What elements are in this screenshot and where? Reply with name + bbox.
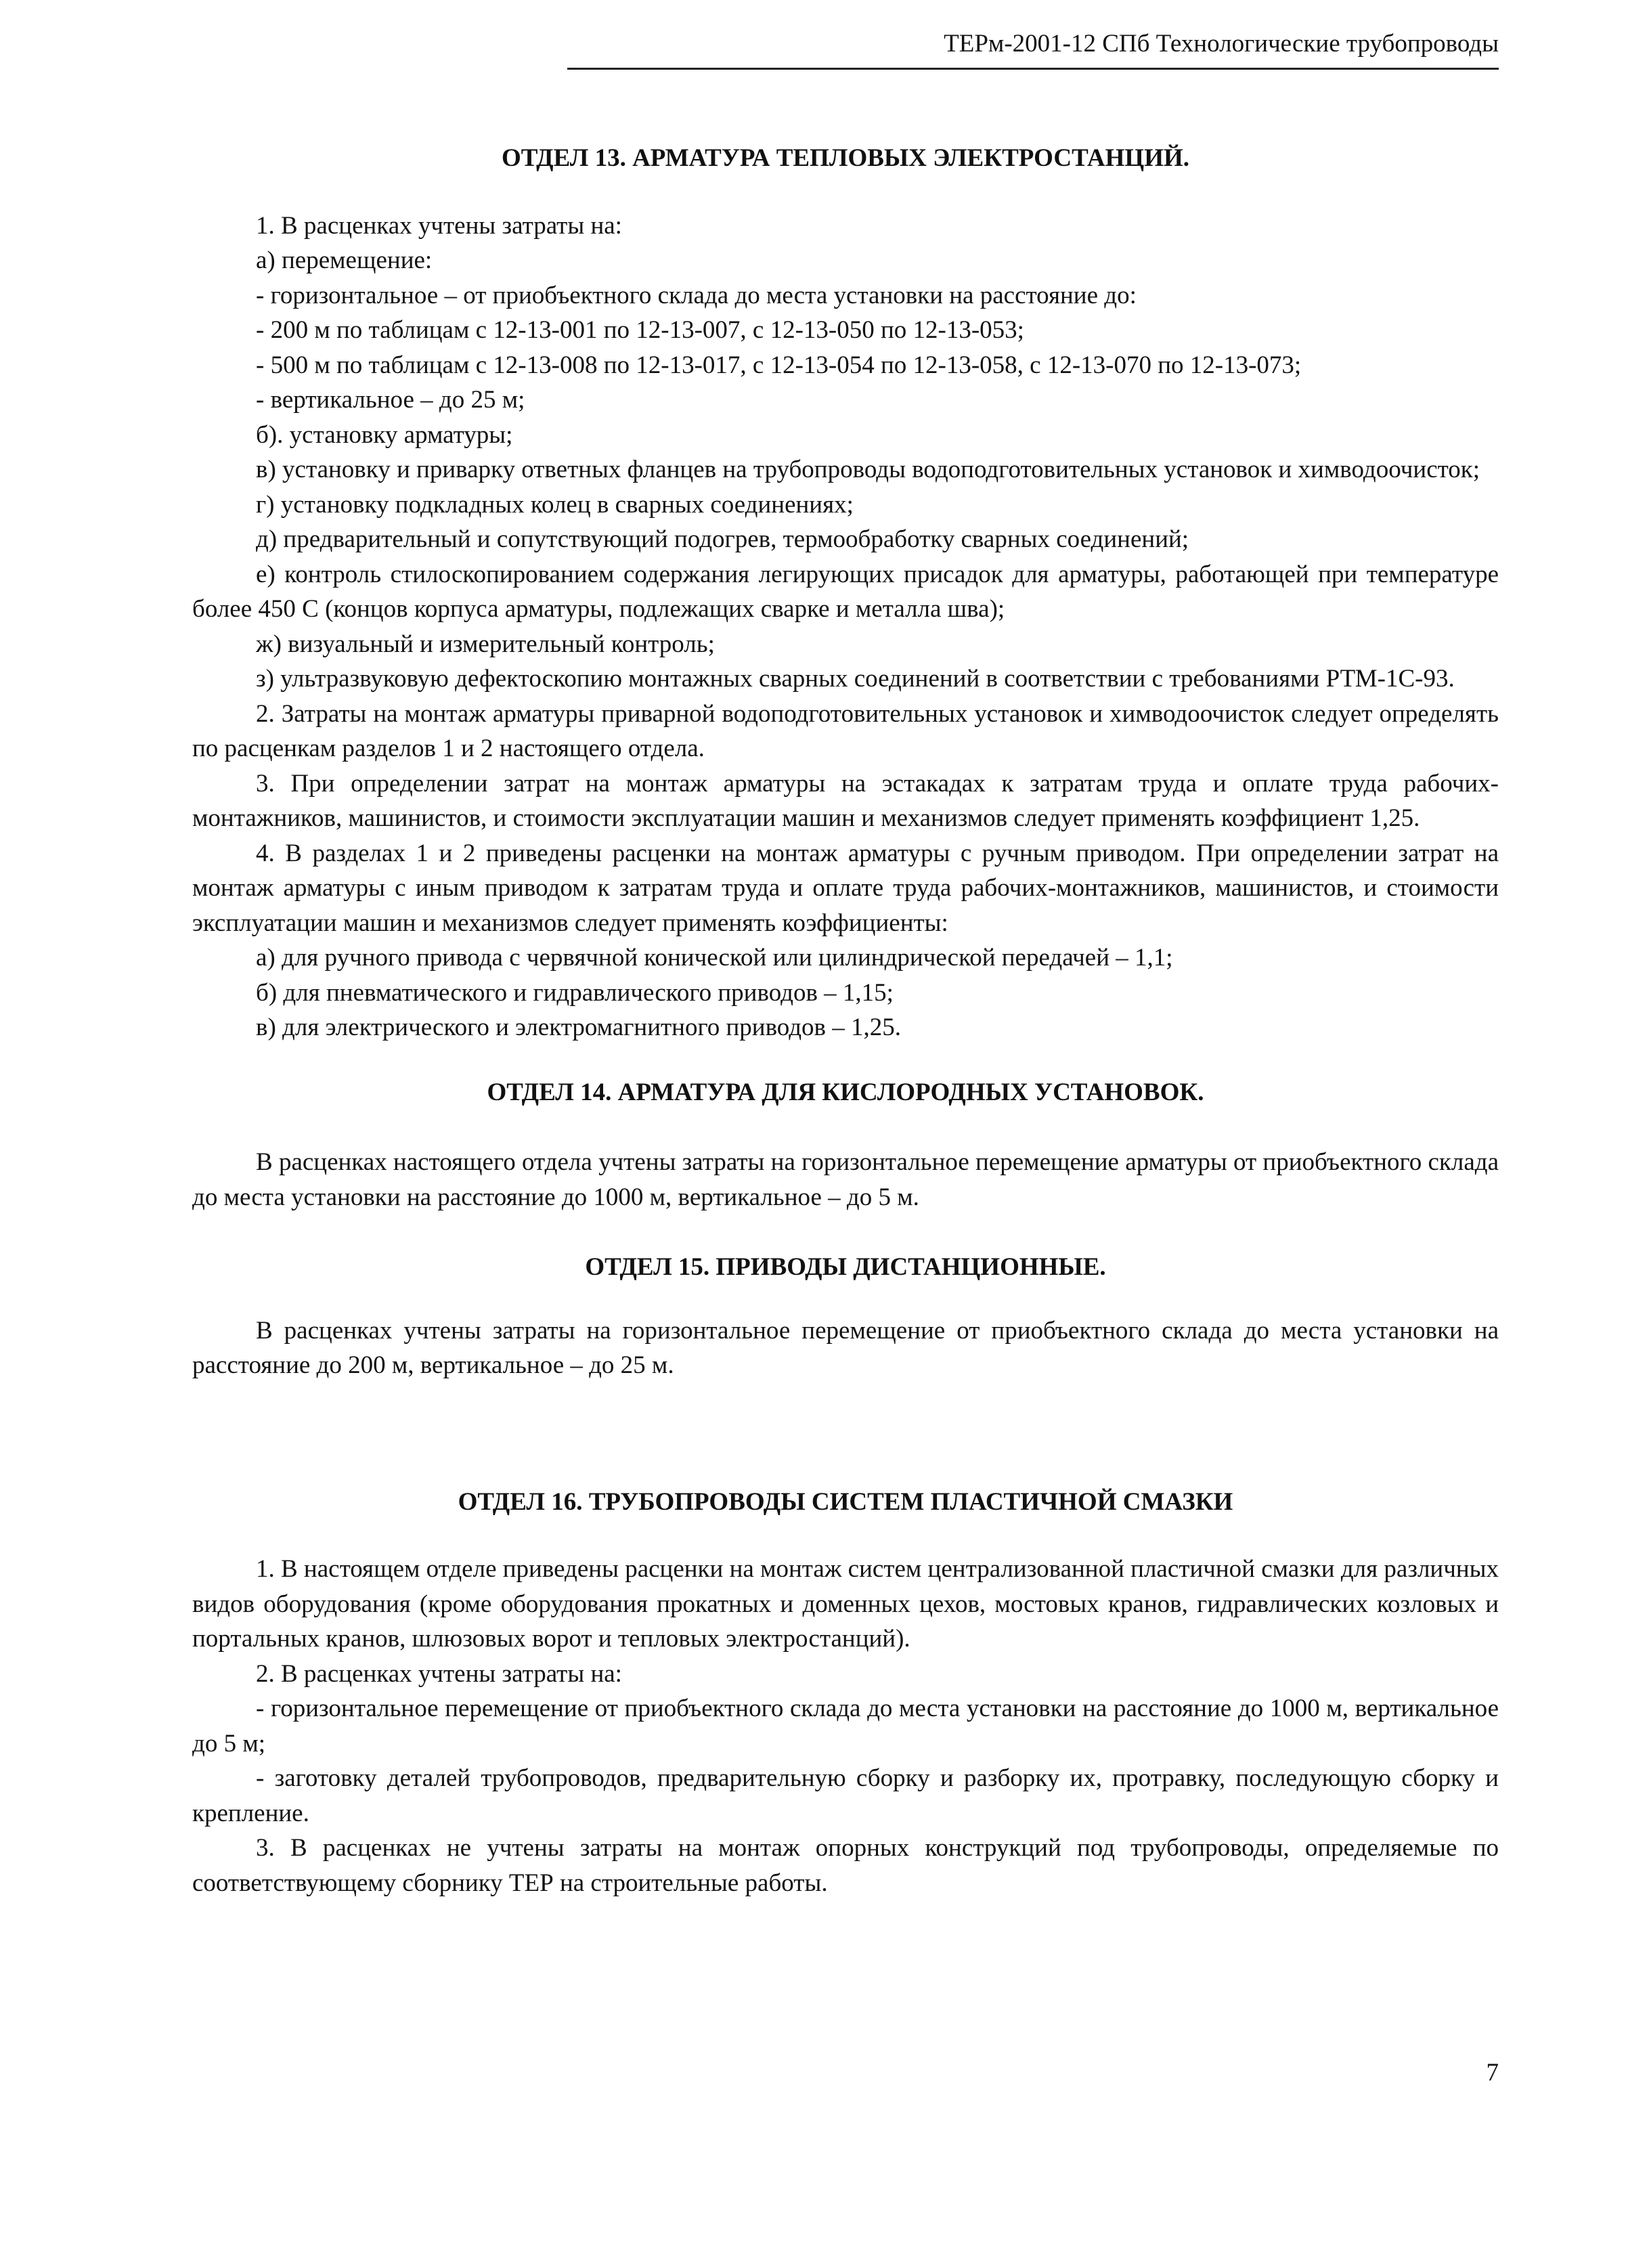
paragraph: - заготовку деталей трубопроводов, предварительную сборку и разборку их, протравку, последующую сборку и крепление.	[192, 1764, 1499, 1827]
paragraph: 2. В расценках учтены затраты на:	[256, 1659, 622, 1688]
paragraph: 1. В расценках учтены затраты на:	[256, 211, 622, 240]
section-16-title: ОТДЕЛ 16. ТРУБОПРОВОДЫ СИСТЕМ ПЛАСТИЧНОЙ СМАЗКИ	[458, 1487, 1233, 1516]
section-16-body	[192, 1552, 1499, 1900]
paragraph: 4. В разделах 1 и 2 приведены расценки на монтаж арматуры с ручным приводом. При определении затрат на монтаж арматуры с иным приводом к затратам труда и оплате труда рабочих-монтажников, машинистов, и стоимости эксплуатации машин и механизмов следует применять коэффициенты:	[192, 839, 1499, 937]
paragraph: - горизонтальное – от приобъектного склада до места установки на расстояние до:	[256, 281, 1137, 309]
paragraph: а) для ручного привода с червячной конической или цилиндрической передачей – 1,1;	[256, 944, 1173, 972]
header-rule	[567, 68, 1499, 70]
paragraph: - вертикальное – до 25 м;	[256, 386, 525, 414]
paragraph: 3. При определении затрат на монтаж арматуры на эстакадах к затратам труда и оплате труда рабочих-монтажников, машинистов, и стоимости эксплуатации машин и механизмов следует применять коэффициент 1,25.	[192, 769, 1499, 832]
running-header: ТЕРм-2001-12 СПб Технологические трубопроводы	[944, 30, 1499, 58]
section-13-body	[192, 209, 1499, 1045]
page-content	[192, 141, 1499, 1900]
paragraph: б). установку арматуры;	[256, 420, 513, 449]
paragraph: 3. В расценках не учтены затраты на монтаж опорных конструкций под трубопроводы, определяемые по соответствующему сборнику ТЕР на строительные работы.	[192, 1834, 1499, 1897]
paragraph: В расценках настоящего отдела учтены затраты на горизонтальное перемещение арматуры от приобъектного склада до места установки на расстояние до 1000 м, вертикальное – до 5 м.	[192, 1148, 1499, 1211]
paragraph: - горизонтальное перемещение от приобъектного склада до места установки на расстояние до 1000 м, вертикальное до 5 м;	[192, 1695, 1499, 1758]
page-number: 7	[1486, 2059, 1499, 2087]
section-15-title: ОТДЕЛ 15. ПРИВОДЫ ДИСТАНЦИОННЫЕ.	[585, 1253, 1106, 1281]
paragraph: г) установку подкладных колец в сварных соединениях;	[256, 490, 854, 519]
paragraph: е) контроль стилоскопированием содержания легирующих присадок для арматуры, работающей при температуре более 450 С (концов корпуса арматуры, подлежащих сварке и металла шва);	[192, 560, 1499, 623]
paragraph: в) для электрического и электромагнитного приводов – 1,25.	[256, 1013, 902, 1041]
paragraph: д) предварительный и сопутствующий подогрев, термообработку сварных соединений;	[256, 525, 1189, 553]
paragraph: 1. В настоящем отделе приведены расценки на монтаж систем централизованной пластичной смазки для различных видов оборудования (кроме оборудования прокатных и доменных цехов, мостовых кранов, гидравлических козловых и портальных кранов, шлюзовых ворот и тепловых электростанций).	[192, 1555, 1499, 1653]
paragraph: з) ультразвуковую дефектоскопию монтажных сварных соединений в соответствии с требованиями РТМ-1С-93.	[256, 665, 1455, 693]
paragraph: В расценках учтены затраты на горизонтальное перемещение от приобъектного склада до места установки на расстояние до 200 м, вертикальное – до 25 м.	[192, 1316, 1499, 1379]
paragraph: 2. Затраты на монтаж арматуры приварной водоподготовительных установок и химводоочисток следует определять по расценкам разделов 1 и 2 настоящего отдела.	[192, 699, 1499, 762]
paragraph: в) установку и приварку ответных фланцев на трубопроводы водоподготовительных установок и химводоочисток;	[256, 456, 1480, 483]
paragraph: ж) визуальный и измерительный контроль;	[256, 630, 715, 658]
section-13-title: ОТДЕЛ 13. АРМАТУРА ТЕПЛОВЫХ ЭЛЕКТРОСТАНЦИЙ.	[501, 144, 1190, 172]
section-15-body	[192, 1313, 1499, 1383]
paragraph: а) перемещение:	[256, 246, 433, 274]
paragraph: - 500 м по таблицам с 12-13-008 по 12-13-017, с 12-13-054 по 12-13-058, с 12-13-070 по 12-13-073;	[256, 351, 1302, 379]
section-14-body	[192, 1145, 1499, 1215]
paragraph: - 200 м по таблицам с 12-13-001 по 12-13-007, с 12-13-050 по 12-13-053;	[256, 316, 1024, 344]
section-14-title: ОТДЕЛ 14. АРМАТУРА ДЛЯ КИСЛОРОДНЫХ УСТАНОВОК.	[487, 1078, 1204, 1106]
paragraph: б) для пневматического и гидравлического приводов – 1,15;	[256, 978, 894, 1007]
